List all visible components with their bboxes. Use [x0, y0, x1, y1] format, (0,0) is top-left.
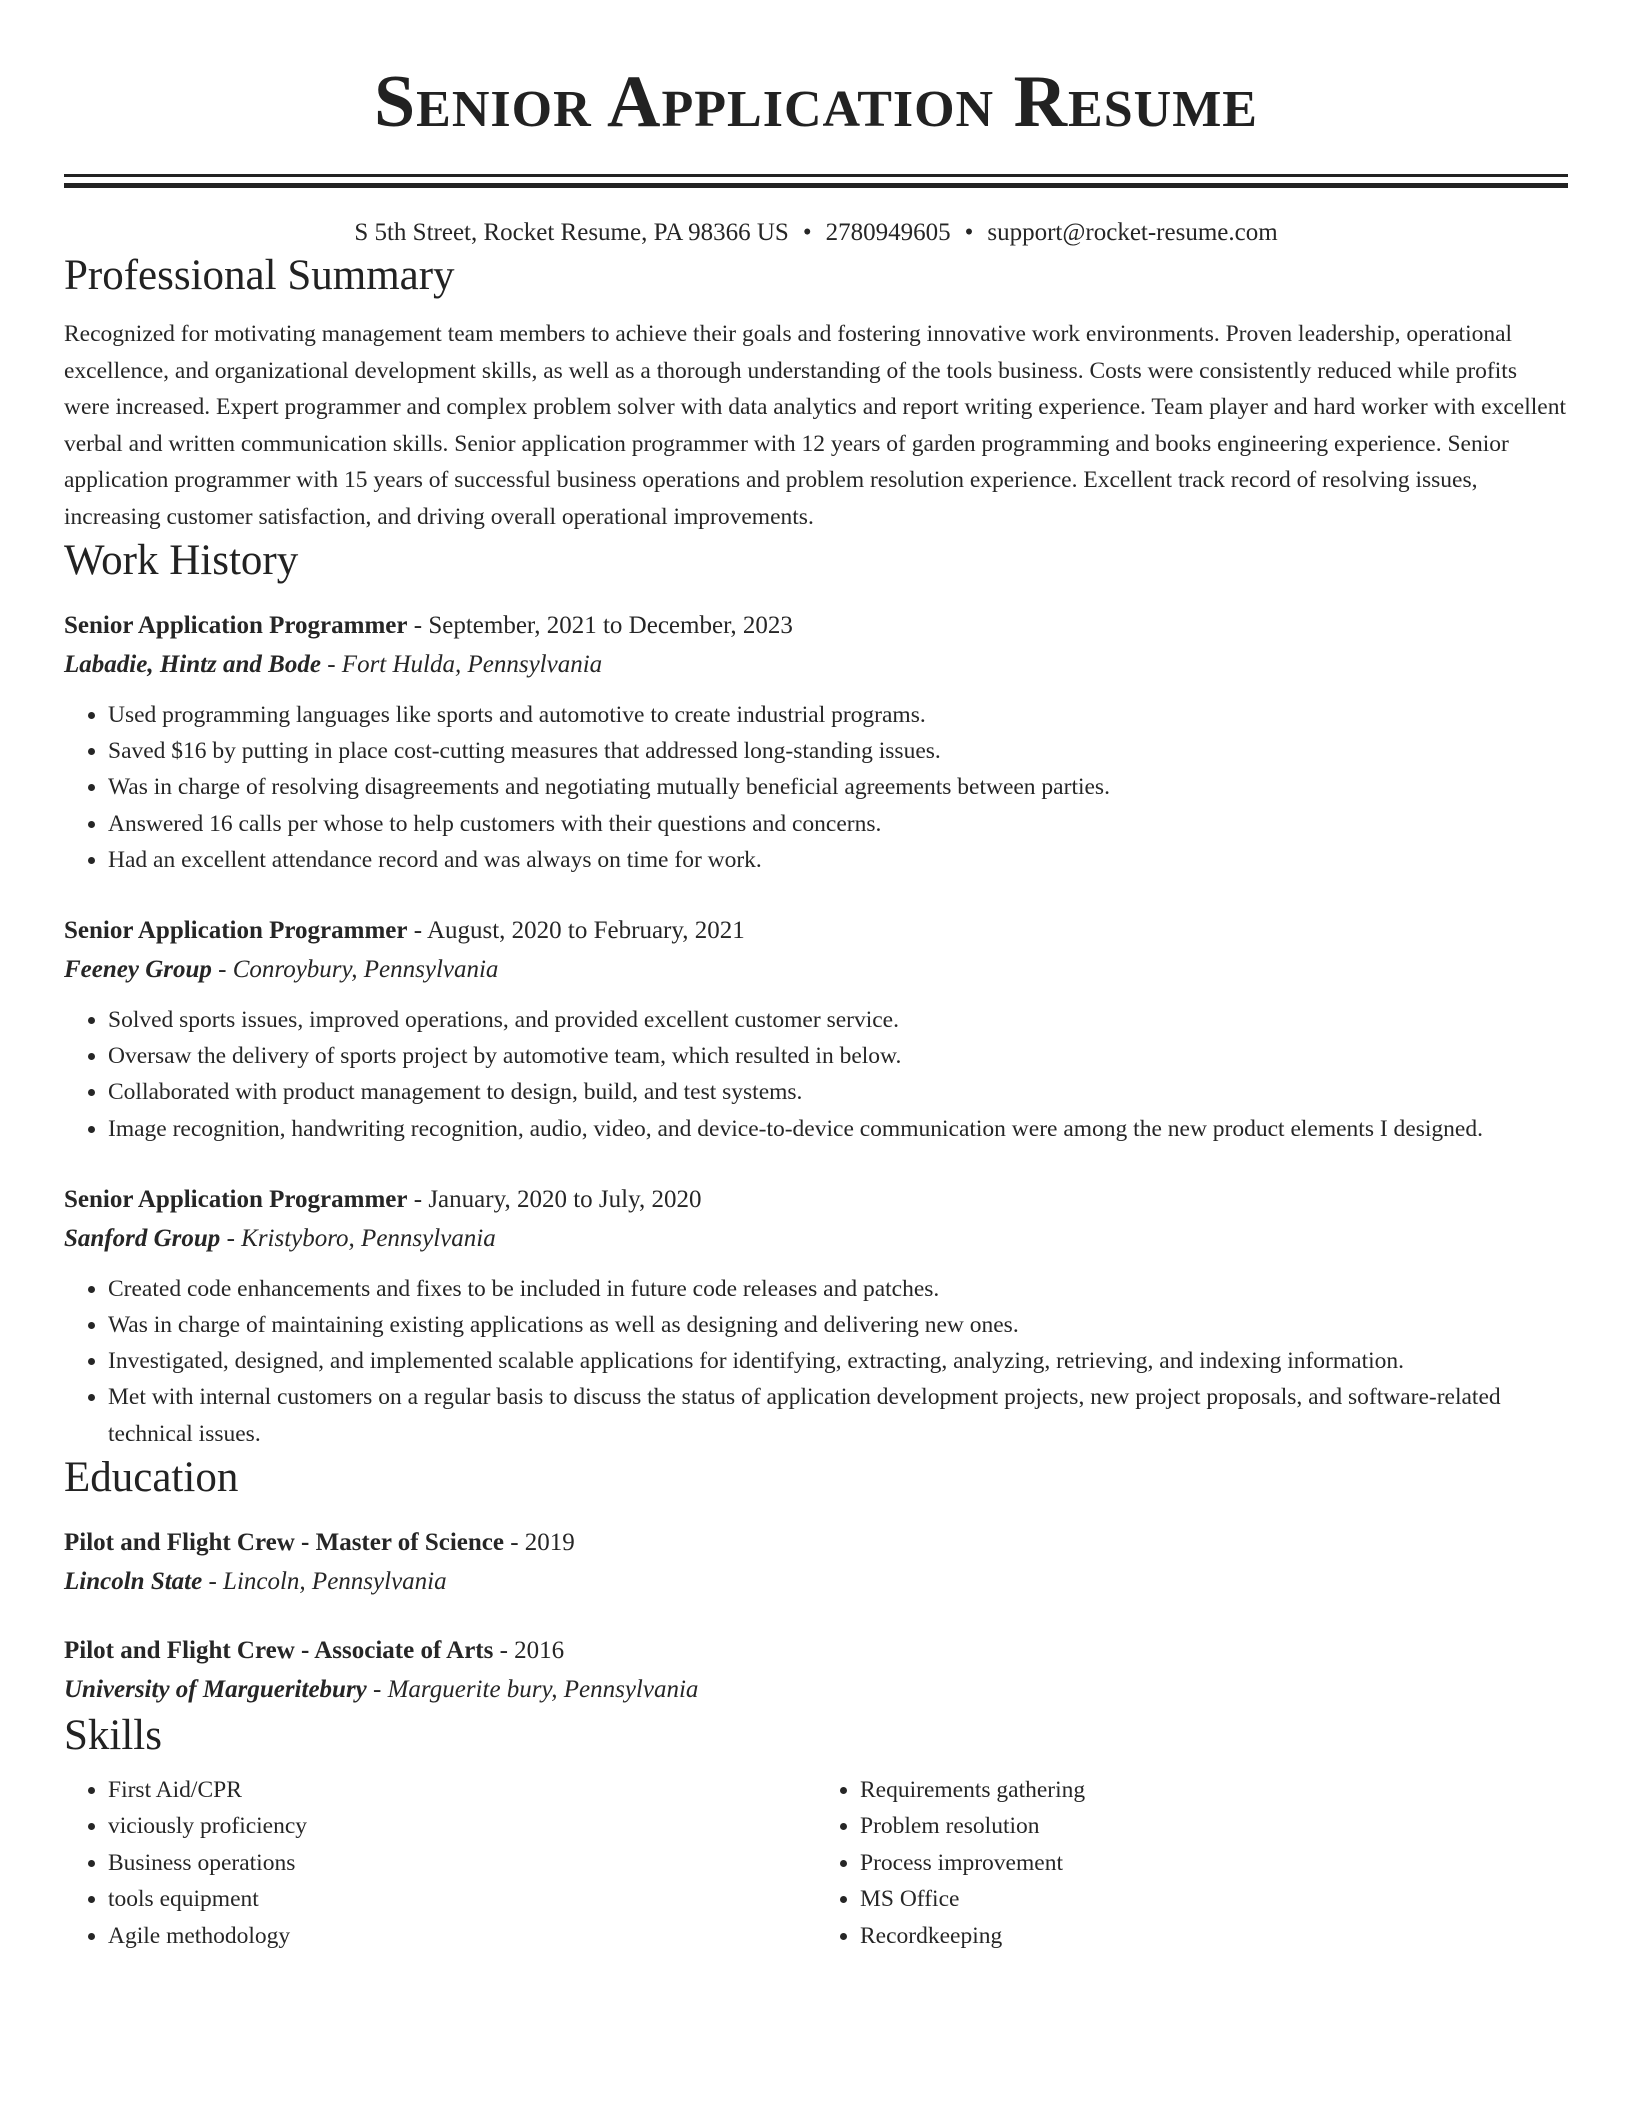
job-entry — [64, 607, 1568, 878]
skills-column-right — [816, 1772, 1568, 1955]
job-title: Senior Application Programmer — [64, 917, 408, 945]
job-bullet: • Answered 16 calls per whose to help customers with their questions and concerns. — [108, 806, 1568, 842]
header-divider — [64, 174, 1568, 188]
job-bullet: • Saved $16 by putting in place cost-cutting measures that addressed long-standing issues. — [108, 733, 1568, 769]
contact-line — [64, 216, 1568, 250]
job-bullet: • Solved sports issues, improved operations, and provided excellent customer service. — [108, 1002, 1568, 1038]
skill-item: • Business operations — [108, 1845, 816, 1882]
summary-text: Recognized for motivating management team members to achieve their goals and fostering innovative work environments. Proven leadership, operational excellence, and organizational development skills, as well as a thorough understanding of the tools business. Costs were consistently reduced while profits were increased. Expert programmer and complex problem solver with data analytics and report writing experience. Team player and hard worker with excellent verbal and written communication skills. Senior application programmer with 12 years of garden programming and books engineering experience. Senior application programmer with 15 years of successful business operations and problem resolution experience. Excellent track record of resolving issues, increasing customer satisfaction, and driving overall operational improvements. — [64, 321, 1566, 530]
skills-columns — [64, 1772, 1568, 1955]
school-line — [64, 1670, 1568, 1710]
job-bullet: • Oversaw the delivery of sports project by automotive team, which resulted in below. — [108, 1038, 1568, 1074]
skill-item: • Process improvement — [860, 1845, 1568, 1882]
school-name: Lincoln State — [64, 1567, 203, 1595]
contact-address: S 5th Street, Rocket Resume, PA 98366 US — [354, 219, 789, 246]
job-title-line — [64, 1181, 1568, 1219]
job-title: Senior Application Programmer — [64, 612, 408, 639]
job-title: Senior Application Programmer — [64, 1185, 408, 1213]
contact-phone: 2780949605 — [825, 219, 951, 246]
skill-item: • Requirements gathering — [860, 1772, 1568, 1809]
job-bullets — [64, 697, 1568, 878]
job-dates: - September, 2021 to December, 2023 — [407, 612, 793, 639]
job-company-line — [64, 1219, 1568, 1259]
skill-item: • First Aid/CPR — [108, 1772, 816, 1809]
skill-item: • tools equipment — [108, 1881, 816, 1918]
degree-title: Pilot and Flight Crew - Master of Science — [64, 1528, 504, 1556]
job-bullet: • Met with internal customers on a regular basis to discuss the status of application development projects, new project proposals, and software-related technical issues. — [108, 1379, 1568, 1451]
school-line — [64, 1562, 1568, 1602]
school-location: - Lincoln, Pennsylvania — [202, 1567, 447, 1595]
job-location: - Conroybury, Pennsylvania — [211, 956, 499, 984]
education-entry — [64, 1524, 1568, 1602]
job-title-line — [64, 912, 1568, 950]
job-location: - Fort Hulda, Pennsylvania — [320, 651, 603, 678]
degree-title: Pilot and Flight Crew - Associate of Arts — [64, 1636, 494, 1664]
job-dates: - August, 2020 to February, 2021 — [407, 917, 745, 945]
skill-item: • Agile methodology — [108, 1918, 816, 1955]
job-bullet: • Investigated, designed, and implemented scalable applications for identifying, extracting, analyzing, retrieving, and indexing information. — [108, 1343, 1568, 1379]
degree-line — [64, 1632, 1568, 1670]
contact-separator: • — [964, 219, 974, 246]
degree-line — [64, 1524, 1568, 1562]
summary-heading: Professional Summary — [64, 252, 455, 299]
skills-heading: Skills — [64, 1711, 162, 1759]
job-title-line — [64, 607, 1568, 645]
job-bullets — [64, 1002, 1568, 1147]
job-location: - Kristyboro, Pennsylvania — [220, 1224, 496, 1252]
work-history-heading: Work History — [64, 537, 299, 584]
job-company: Feeney Group — [64, 956, 212, 984]
job-bullets — [64, 1271, 1568, 1452]
job-bullet: • Created code enhancements and fixes to be included in future code releases and patches. — [108, 1271, 1568, 1307]
skill-item: • Recordkeeping — [860, 1918, 1568, 1955]
job-bullet: • Was in charge of maintaining existing applications as well as designing and delivering new ones. — [108, 1307, 1568, 1343]
education-entry — [64, 1632, 1568, 1710]
skill-item: • Problem resolution — [860, 1808, 1568, 1845]
job-dates: - January, 2020 to July, 2020 — [407, 1185, 702, 1213]
resume-name: Senior Application Resume — [374, 61, 1258, 143]
skill-item: • viciously proficiency — [108, 1808, 816, 1845]
education-heading: Education — [64, 1453, 239, 1501]
job-bullet: • Collaborated with product management to design, build, and test systems. — [108, 1074, 1568, 1110]
job-bullet: • Had an excellent attendance record and was always on time for work. — [108, 842, 1568, 878]
contact-separator: • — [802, 219, 812, 246]
job-company: Sanford Group — [64, 1224, 221, 1252]
job-company-line — [64, 645, 1568, 685]
job-bullet: • Was in charge of resolving disagreements and negotiating mutually beneficial agreements between parties. — [108, 769, 1568, 805]
job-entry — [64, 1181, 1568, 1452]
skill-item: • MS Office — [860, 1881, 1568, 1918]
school-location: - Marguerite bury, Pennsylvania — [366, 1675, 699, 1703]
job-bullet: • Image recognition, handwriting recognition, audio, video, and device-to-device communication were among the new product elements I designed. — [108, 1111, 1568, 1147]
job-company: Labadie, Hintz and Bode — [64, 651, 321, 678]
job-entry — [64, 912, 1568, 1147]
skills-column-left — [64, 1772, 816, 1955]
job-company-line — [64, 950, 1568, 990]
school-name: University of Margueritebury — [64, 1675, 367, 1703]
contact-email: support@rocket-resume.com — [987, 219, 1278, 246]
job-bullet: • Used programming languages like sports and automotive to create industrial programs. — [108, 697, 1568, 733]
degree-year: - 2019 — [503, 1528, 575, 1556]
degree-year: - 2016 — [493, 1636, 565, 1664]
